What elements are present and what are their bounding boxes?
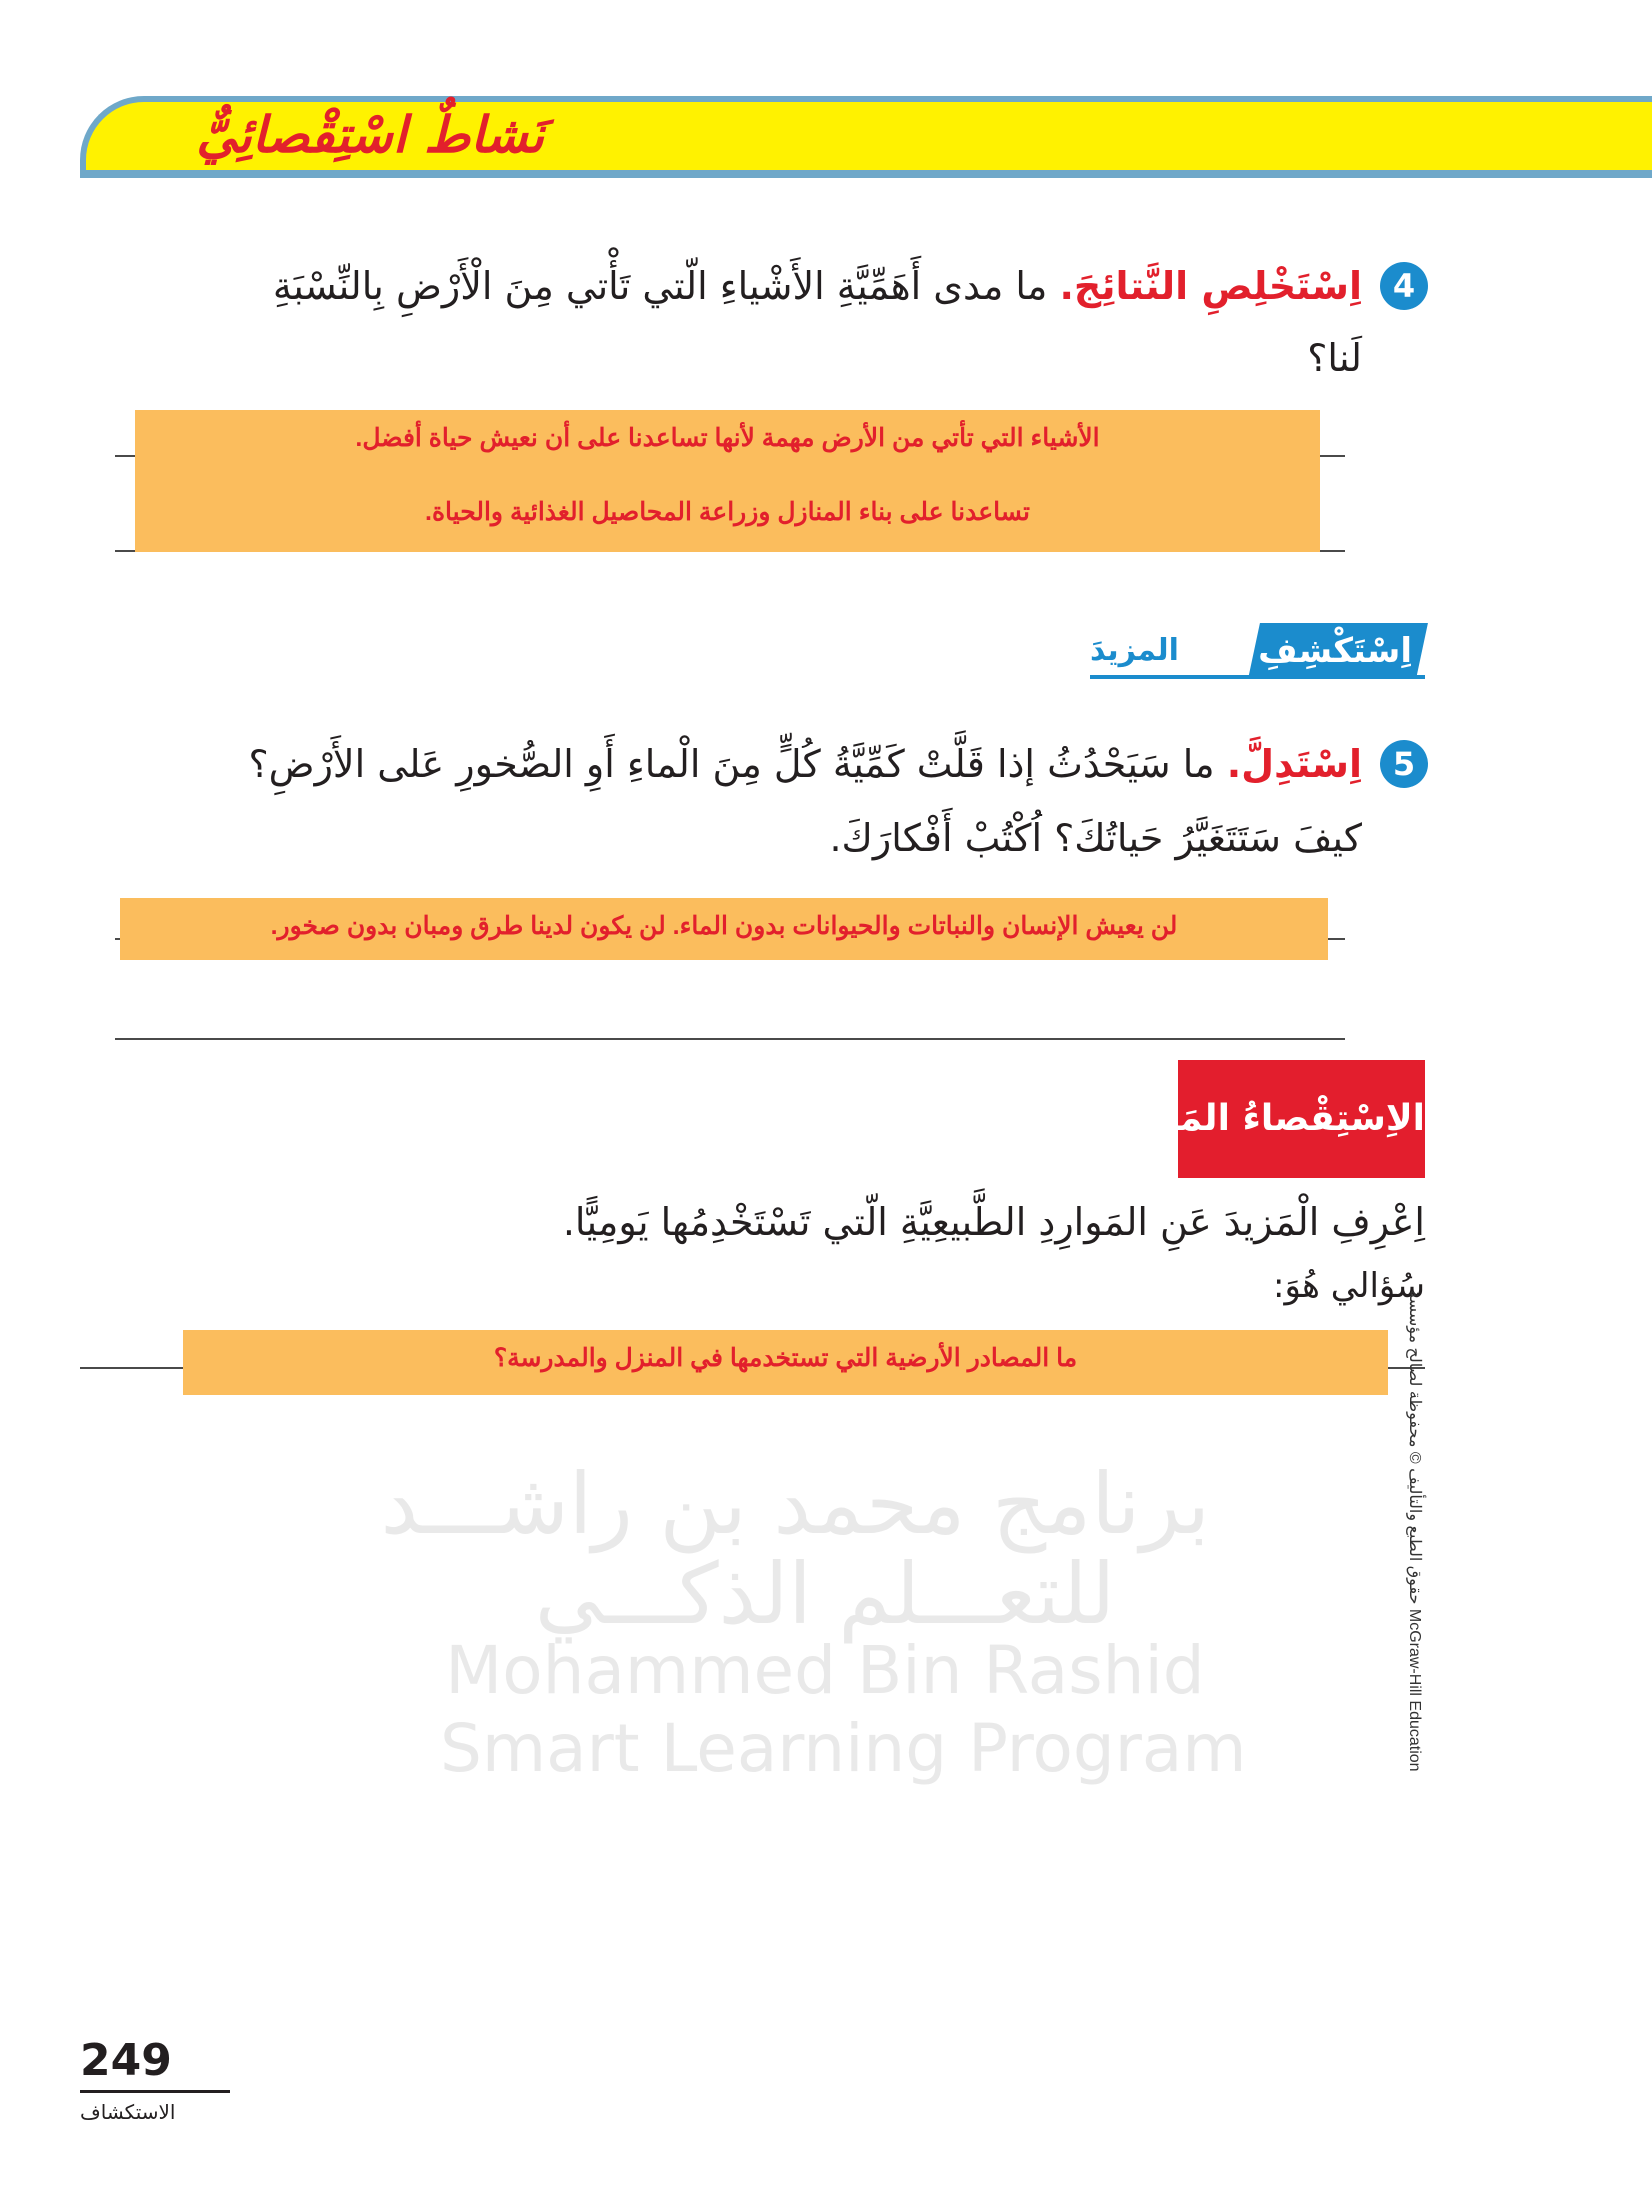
- section-name: الاستكشاف: [80, 2100, 176, 2124]
- watermark-en-1: Mohammed Bin Rashid: [445, 1632, 1205, 1709]
- page-number: 249: [80, 2035, 172, 2086]
- open-inquiry-answer-text[interactable]: ما المصادر الأرضية التي تستخدمها في المنزل والمدرسة؟: [493, 1344, 1078, 1372]
- open-inquiry-prompt: اِعْرِفِ الْمَزيدَ عَنِ المَوارِدِ الطَّبيعِيَّةِ الّتي تَسْتَخْدِمُها يَومِيًّا.: [562, 1200, 1425, 1244]
- question-5-line-2: كيفَ سَتَتَغَيَّرُ حَياتُكَ؟ اُكْتُبْ أَفْكارَكَ.: [829, 816, 1362, 860]
- copyright-credit: حقوق الطبع والتأليف © محفوظة لصالح مؤسسة McGraw-Hill Education: [1406, 1290, 1423, 1772]
- explore-badge-word-2: المزيدَ: [1090, 633, 1179, 668]
- watermark-en-2: Smart Learning Program: [440, 1710, 1247, 1787]
- watermark-ar-1: برنامج محمد بن راشـــد: [380, 1455, 1210, 1553]
- watermark-ar-2: للتعـــلم الذكـــي: [534, 1545, 1116, 1643]
- page-number-rule: [80, 2090, 230, 2093]
- question-4-label: اِسْتَخْلِصِ النَّتائِجَ.: [1059, 264, 1362, 308]
- open-inquiry-title: الاِسْتِقْصاءُ المَفْتوحُ: [1090, 1098, 1425, 1139]
- question-4-line-2: لَنا؟: [1307, 336, 1362, 380]
- question-4-line-1: [273, 258, 1362, 314]
- answer-4-line-1[interactable]: الأشياء التي تأتي من الأرض مهمة لأنها تساعدنا على أن نعيش حياة أفضل.: [355, 424, 1100, 452]
- question-5-label: اِسْتَدِلَّ.: [1226, 742, 1362, 786]
- page-title: نَشاطٌ اسْتِقْصائِيٌّ: [196, 106, 544, 164]
- open-inquiry-question-label: سُؤالي هُوَ:: [1273, 1266, 1425, 1306]
- explore-badge-word-1: اِسْتَكْشِفِ: [1258, 631, 1412, 671]
- header-underline: [80, 170, 1652, 178]
- question-5-number: 5: [1380, 740, 1428, 788]
- question-5-line-1: [248, 736, 1362, 792]
- question-4-number: 4: [1380, 262, 1428, 310]
- answer-4-line-2[interactable]: تساعدنا على بناء المنازل وزراعة المحاصيل الغذائية والحياة.: [425, 498, 1030, 526]
- explore-badge-underline: [1090, 675, 1425, 679]
- answer-line: [115, 1038, 1345, 1040]
- question-4-text: ما مدى أَهَمِّيَّةِ الأَشْياءِ الّتي تَأْتي مِنَ الْأَرْضِ بِالنِّسْبَةِ: [272, 264, 1048, 308]
- question-5-text: ما سَيَحْدُثُ إذا قَلَّتْ كَمِّيَّةُ كُلٍّ مِنَ الْماءِ أَوِ الصُّخورِ عَلى الأَرْضِ؟: [248, 742, 1215, 786]
- answer-5-text[interactable]: لن يعيش الإنسان والنباتات والحيوانات بدون الماء. لن يكون لدينا طرق ومبان بدون صخور.: [270, 912, 1178, 940]
